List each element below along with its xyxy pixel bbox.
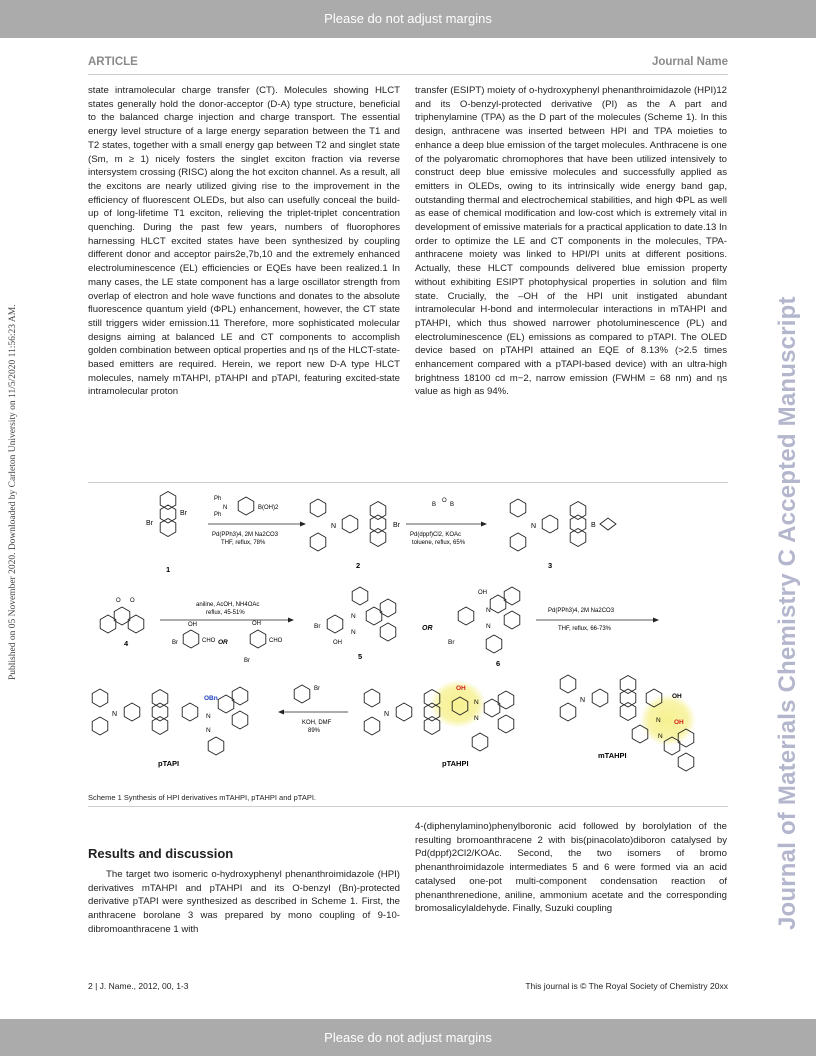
svg-text:Pd(dppf)Cl2, KOAc: Pd(dppf)Cl2, KOAc: [410, 532, 462, 538]
svg-text:Ph: Ph: [214, 496, 222, 502]
svg-text:CHO: CHO: [202, 638, 216, 644]
svg-text:OH: OH: [188, 622, 197, 628]
svg-text:N: N: [486, 623, 491, 630]
mtahpi-highlight: [640, 694, 696, 746]
results-paragraph: 4-(diphenylamino)phenylboronic acid followed by borolylation of the resulting bromoanthracene 2 with bis(pinacolato)diboron catalysed by Pd(dppf)2Cl2/KOAc. Second, the two isomers of bromo phenanthroimidazole intermediates 5 and 6 were formed via an acid catalysed one-pot multi-component condensation reaction of phenanthrenedione, aniline, ammonium acetate and the corresponding bromosalicylaldehyde. Finally, Suzuki coupling: [415, 821, 727, 915]
synthesis-scheme: [88, 484, 728, 814]
svg-text:6: 6: [496, 659, 501, 668]
compound-1: [146, 492, 188, 575]
svg-text:OR: OR: [218, 639, 228, 646]
svg-text:N: N: [206, 713, 211, 720]
bottom-margin-banner: Please do not adjust margins: [0, 1019, 816, 1056]
scheme-bottom-rule: [88, 806, 728, 807]
results-section-title: Results and discussion: [88, 846, 234, 861]
svg-text:Br: Br: [314, 686, 320, 692]
svg-text:Pd(PPh3)4, 2M Na2CO3: Pd(PPh3)4, 2M Na2CO3: [548, 608, 615, 614]
svg-text:N: N: [474, 715, 479, 722]
body-paragraph: transfer (ESIPT) moiety of o-hydroxyphenyl phenanthroimidazole (HPI)12 and its O-benzyl-protected derivative (PI) as the A part and triphenylamine (TPA) as the D part of the molecules (Scheme 1). In this design, anthracene was inserted between HPI and TPA moieties to enhance a deep blue emission of the target molecules. Anthracene is one of the polyaromatic chromophores that have been utilized intensively to construct deep blue emissive molecules and successfully applied as emitters in OLEDs, owing to its intrinsically wide energy band gap, outstanding thermal and electrochemical stabilities, and high ΦPL as well as ease of chemical modification and low-cost which is extremely vital in development of emissive materials for a practical application to date.13 In order to optimize the LE and CT components in the molecules, TPA-anthracene moiety was linked to HPI/PI units at different positions. Actually, these HLCT compounds delivered blue emission property without exhibiting ESIPT photophysical properties in solution and film state. Crucially, the –OH of the HPI unit instigated abundant intramolecular H-bond and intermolecular interactions in mTAHPI and pTAHPI, which thus showed narrower photoluminescence (PL) and electroluminescence (EL) emissions as compared to pTAPI. The OLED device based on pTAHPI attained an EQE of 8.13% (>2.5 times enhancement compared with a pTAPI-based device) with an ultra-high brightness 18100 cd m−2, narrow emission (FWHM = 68 nm) and ηs value as high as 94%.: [415, 85, 728, 398]
svg-text:OH: OH: [672, 693, 682, 700]
svg-text:pTAHPI: pTAHPI: [442, 759, 469, 768]
top-margin-banner: Please do not adjust margins: [0, 0, 816, 38]
reagent-arrow-1: [208, 496, 306, 546]
svg-text:aniline, AcOH, NH4OAc: aniline, AcOH, NH4OAc: [196, 602, 260, 608]
svg-text:O: O: [130, 598, 135, 604]
svg-text:N: N: [331, 523, 337, 530]
or-label: OR: [422, 625, 433, 632]
svg-text:N: N: [351, 629, 356, 636]
page-footer-copyright: This journal is © The Royal Society of Chemistry 20xx: [525, 981, 728, 991]
article-label: ARTICLE: [88, 56, 138, 68]
body-right-column: [415, 84, 727, 399]
journal-name-header: Journal Name: [651, 56, 728, 68]
compound-4: [100, 598, 144, 648]
svg-text:N: N: [112, 711, 118, 718]
svg-text:OH: OH: [674, 719, 684, 726]
svg-text:B(OH)2: B(OH)2: [258, 505, 279, 511]
svg-text:N: N: [474, 699, 479, 706]
compound-3: [510, 499, 616, 570]
results-left-column: [88, 868, 400, 937]
svg-text:Br: Br: [244, 658, 250, 664]
svg-text:Br: Br: [448, 639, 455, 646]
svg-text:N: N: [531, 523, 537, 530]
svg-text:2: 2: [356, 561, 361, 570]
download-note: Published on 05 November 2020. Downloaded by Carleton University on 11/5/2020 11:56:23 AM.: [8, 304, 18, 680]
compound-ptahpi: [364, 680, 514, 768]
svg-text:OH: OH: [456, 685, 466, 692]
compound-ptapi: [92, 687, 248, 768]
results-paragraph: The target two isomeric o-hydroxyphenyl phenanthroimidazole (HPI) derivatives mTAHPI and pTAHPI and its O-benzyl (Bn)-protected derivative pTAPI were synthesized as described in Scheme 1. First, the anthracene borolane 3 was prepared by mono coupling of 9-10-dibromoanthracene 1 with: [88, 869, 400, 935]
svg-text:3: 3: [548, 561, 553, 570]
svg-text:OH: OH: [478, 590, 487, 596]
svg-text:N: N: [384, 711, 390, 718]
compound-2: [310, 499, 400, 570]
results-right-column: [415, 820, 727, 916]
scheme-caption: Scheme 1 Synthesis of HPI derivatives mTAHPI, pTAHPI and pTAPI.: [88, 793, 317, 802]
svg-text:1: 1: [166, 565, 171, 574]
svg-text:KOH, DMF: KOH, DMF: [302, 720, 332, 726]
svg-text:Br: Br: [180, 510, 187, 517]
reagent-arrow-4: [536, 608, 659, 632]
svg-text:OH: OH: [333, 640, 342, 646]
svg-text:N: N: [658, 733, 663, 740]
svg-text:N: N: [351, 613, 356, 620]
svg-text:Br: Br: [172, 640, 178, 646]
svg-text:OH: OH: [252, 621, 261, 627]
svg-text:O: O: [116, 598, 121, 604]
svg-text:Ph: Ph: [214, 512, 222, 518]
page-footer-citation: 2 | J. Name., 2012, 00, 1-3: [88, 981, 189, 991]
svg-text:N: N: [223, 505, 228, 511]
svg-text:4: 4: [124, 639, 129, 648]
reagent-arrow-5: [278, 685, 348, 734]
svg-text:N: N: [206, 727, 211, 734]
svg-text:B: B: [450, 502, 455, 508]
compound-mtahpi: [560, 675, 696, 771]
svg-text:OBn: OBn: [204, 695, 218, 702]
svg-text:THF, reflux, 78%: THF, reflux, 78%: [221, 540, 266, 546]
svg-text:Pd(PPh3)4, 2M Na2CO3: Pd(PPh3)4, 2M Na2CO3: [212, 532, 279, 538]
compound-6: [448, 587, 520, 668]
accepted-manuscript-watermark: Journal of Materials Chemistry C Accepted Manuscript: [774, 296, 801, 930]
svg-text:Br: Br: [146, 520, 153, 527]
svg-text:mTAHPI: mTAHPI: [598, 751, 627, 760]
svg-text:pTAPI: pTAPI: [158, 759, 180, 768]
svg-text:THF, reflux, 66-73%: THF, reflux, 66-73%: [558, 626, 612, 632]
svg-text:N: N: [580, 697, 586, 704]
body-paragraph: state intramolecular charge transfer (CT). Molecules showing HLCT states generally hold the donor-acceptor (D-A) type structure, beneficial to the balanced charge injection and charge transport. The essential energy level structure of a large energy separation between the T1 and T2 states, together with a small energy gap between T2 and singlet state (Sm, m ≥ 1) nicely fosters the singlet exciton fraction via reverse intersystem crossing (RISC) along the hot exciton channel. As a result, all the excitons are nearly utilized giving rise to the improvement in the efficiency of fluorescent OLEDs, but also can usefully conceal the build-up of long-lifetime T1 exciton, relieving the triplet-triplet concentration quenching. During the past few years, numbers of fluorophores harnessing HLCT excited states have been synthesized by coupling different donor and acceptor pairs2e,7b,10 and the extremely enhanced electroluminescence (EL) efficiencies or EQEs have been realized.1 In many cases, the LE state component has a large oscillator strength from overlap of electron and hole wave functions and donates to the absolute fluorescence quantum yield (ΦPL) enhancement, however, the CT state still triggers wider emission.11 Therefore, more sophisticated molecular designs aiming at balanced LE and CT components to accomplish golden combination between optical properties and ηs of the HLCT-state-based emitters are required. Herein, we report new D-A type HLCT molecules, namely mTAHPI, pTAHPI and pTAPI, featuring excited-state intramolecular proton: [88, 85, 400, 398]
compound-5: [314, 587, 396, 661]
reagent-arrow-3: [160, 602, 294, 664]
svg-text:Br: Br: [314, 623, 321, 630]
svg-text:B: B: [591, 522, 596, 529]
svg-text:CHO: CHO: [269, 638, 283, 644]
svg-text:reflux, 45-51%: reflux, 45-51%: [206, 610, 245, 616]
body-left-column: [88, 84, 400, 399]
svg-text:Br: Br: [393, 522, 400, 529]
svg-text:89%: 89%: [308, 728, 321, 734]
svg-text:O: O: [442, 498, 447, 504]
svg-text:N: N: [656, 717, 661, 724]
scheme-top-rule: [88, 482, 728, 483]
header-rule: [88, 74, 728, 75]
svg-text:B: B: [432, 502, 437, 508]
svg-text:N: N: [486, 607, 491, 614]
reagent-arrow-2: [406, 498, 487, 546]
svg-text:toluene, reflux, 65%: toluene, reflux, 65%: [412, 540, 466, 546]
svg-text:5: 5: [358, 652, 363, 661]
